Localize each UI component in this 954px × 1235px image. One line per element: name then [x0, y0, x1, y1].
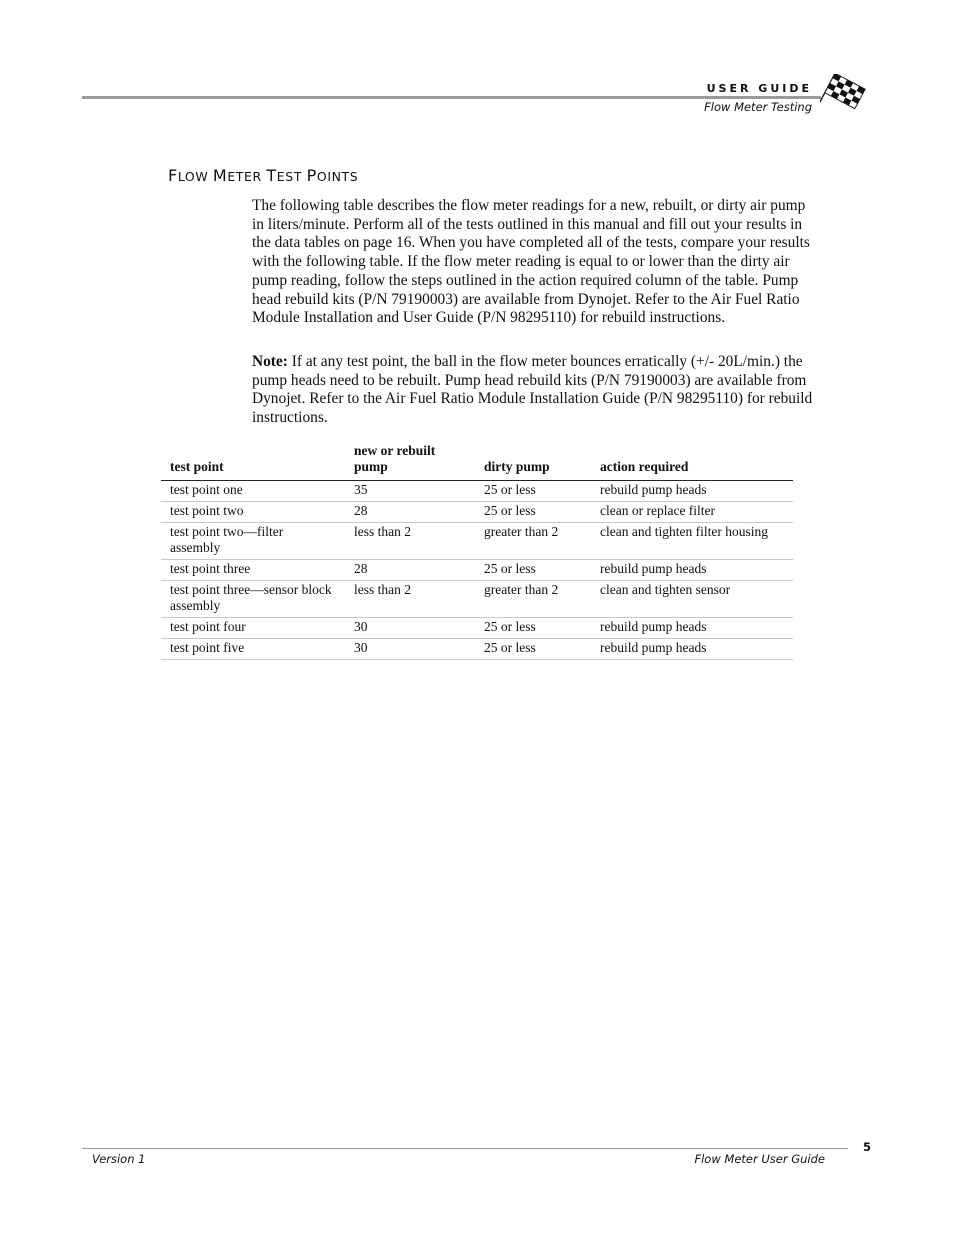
table-cell: greater than 2 — [475, 581, 591, 618]
table-cell: test point one — [161, 481, 345, 502]
table-cell: 25 or less — [475, 560, 591, 581]
table-header-row — [161, 441, 793, 481]
checkered-flag-icon — [820, 74, 868, 116]
column-header-action: action required — [591, 441, 793, 481]
header-rule — [82, 96, 821, 99]
table-cell: rebuild pump heads — [591, 481, 793, 502]
table-cell: 35 — [345, 481, 475, 502]
table-cell: clean and tighten sensor — [591, 581, 793, 618]
table-cell: test point three — [161, 560, 345, 581]
table-cell: test point two — [161, 502, 345, 523]
table-cell: test point five — [161, 639, 345, 660]
header-subtitle: Flow Meter Testing — [704, 100, 812, 114]
table-row — [161, 502, 793, 523]
table-cell: rebuild pump heads — [591, 560, 793, 581]
table-cell: less than 2 — [345, 523, 475, 560]
table-cell: 28 — [345, 502, 475, 523]
header-label: USER GUIDE — [706, 82, 812, 95]
table-cell: test point two—filter assembly — [161, 523, 345, 560]
table-row — [161, 481, 793, 502]
table-cell: 25 or less — [475, 502, 591, 523]
table-cell: 25 or less — [475, 618, 591, 639]
table-cell: 25 or less — [475, 639, 591, 660]
table-cell: greater than 2 — [475, 523, 591, 560]
column-header-dirty-pump: dirty pump — [475, 441, 591, 481]
section-title: FLOW METER TEST POINTS — [168, 166, 359, 185]
table-row — [161, 560, 793, 581]
page-number: 5 — [863, 1140, 872, 1154]
table-cell: 25 or less — [475, 481, 591, 502]
table-row — [161, 639, 793, 660]
footer-rule — [82, 1148, 848, 1149]
table-row — [161, 618, 793, 639]
table-cell: rebuild pump heads — [591, 639, 793, 660]
column-header-test-point: test point — [161, 441, 345, 481]
table-cell: test point four — [161, 618, 345, 639]
table-cell: clean or replace filter — [591, 502, 793, 523]
note-text: If at any test point, the ball in the flow meter bounces erratically (+/- 20L/min.) the pump heads need to be rebuilt. Pump head rebuild kits (P/N 79190003) are available from Dynojet. Refer to the Air Fuel Ratio Module Installation Guide (P/N 98295110) for rebuild instructions. — [252, 353, 813, 427]
intro-paragraph: The following table describes the flow meter readings for a new, rebuilt, or dirty air pump in liters/minute. Perform all of the tests outlined in this manual and fill out your results in the data tables on page 16. When you have completed all of the tests, compare your results with the following table. If the flow meter reading is equal to or lower than the dirty air pump reading, follow the steps outlined in the action required column of the table. Pump head rebuild kits (P/N 79190003) are available from Dynojet. Refer to the Air Fuel Ratio Module Installation and User Guide (P/N 98295110) for rebuild instructions. — [252, 197, 810, 327]
table-row — [161, 523, 793, 560]
flow-readings-table — [161, 441, 793, 660]
footer-doc-title: Flow Meter User Guide — [694, 1152, 825, 1166]
column-header-new-pump: new or rebuilt pump — [345, 441, 475, 481]
table-cell: rebuild pump heads — [591, 618, 793, 639]
table-cell: less than 2 — [345, 581, 475, 618]
table-cell: test point three—sensor block assembly — [161, 581, 345, 618]
footer-version: Version 1 — [92, 1152, 146, 1166]
note-paragraph — [252, 353, 818, 428]
table-cell: 30 — [345, 618, 475, 639]
note-label: Note: — [252, 353, 288, 370]
table-row — [161, 581, 793, 618]
table-cell: clean and tighten filter housing — [591, 523, 793, 560]
table-cell: 28 — [345, 560, 475, 581]
table-cell: 30 — [345, 639, 475, 660]
